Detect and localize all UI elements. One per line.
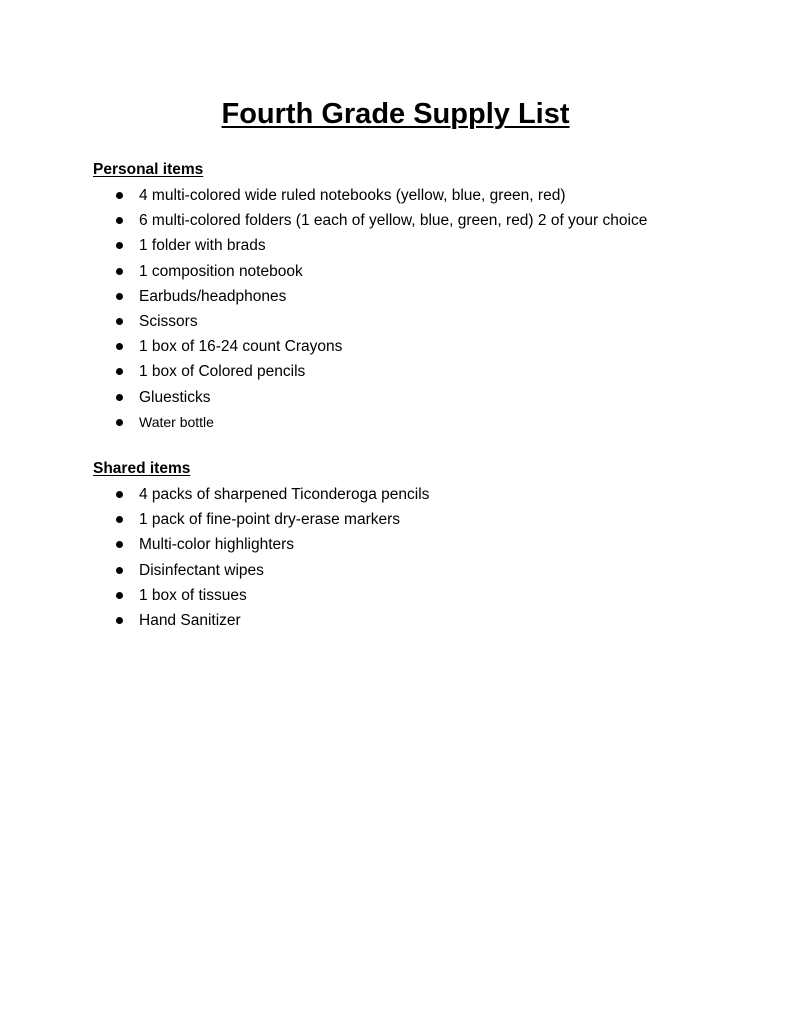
- bullet-icon: [116, 394, 123, 401]
- shared-items-heading: Shared items: [93, 460, 191, 477]
- list-item: [93, 359, 733, 384]
- list-item: [93, 558, 733, 583]
- list-item: [93, 233, 733, 258]
- list-item: [93, 532, 733, 557]
- list-item: [93, 309, 733, 334]
- bullet-icon: [116, 617, 123, 624]
- list-item: [93, 482, 733, 507]
- list-item-text: 1 box of tissues: [139, 586, 247, 604]
- personal-items-section: [93, 160, 733, 435]
- bullet-icon: [116, 242, 123, 249]
- list-item-text: Scissors: [139, 312, 198, 330]
- list-item: [93, 410, 733, 435]
- list-item-text: Water bottle: [139, 413, 214, 430]
- bullet-icon: [116, 368, 123, 375]
- bullet-icon: [116, 343, 123, 350]
- list-item-text: 1 box of 16-24 count Crayons: [139, 338, 343, 356]
- bullet-icon: [116, 217, 123, 224]
- bullet-icon: [116, 318, 123, 325]
- list-item-text: 1 box of Colored pencils: [139, 363, 306, 381]
- list-item: [93, 385, 733, 410]
- list-item: [93, 608, 733, 633]
- list-item-text: 1 composition notebook: [139, 262, 303, 280]
- bullet-icon: [116, 567, 123, 574]
- bullet-icon: [116, 419, 123, 426]
- bullet-icon: [116, 516, 123, 523]
- page-title: Fourth Grade Supply List: [221, 98, 570, 130]
- list-item: [93, 284, 733, 309]
- list-item: [93, 208, 733, 233]
- list-item-text: Multi-color highlighters: [139, 536, 295, 554]
- list-item-text: Hand Sanitizer: [139, 611, 241, 629]
- list-item: [93, 334, 733, 359]
- shared-items-list: [93, 482, 733, 633]
- bullet-icon: [116, 541, 123, 548]
- personal-items-list: [93, 183, 733, 435]
- bullet-icon: [116, 192, 123, 199]
- list-item: [93, 583, 733, 608]
- bullet-icon: [116, 592, 123, 599]
- personal-items-heading: Personal items: [93, 161, 204, 178]
- list-item: [93, 183, 733, 208]
- list-item: [93, 259, 733, 284]
- bullet-icon: [116, 268, 123, 275]
- list-item-text: 4 packs of sharpened Ticonderoga pencils: [139, 486, 430, 503]
- list-item-text: 6 multi-colored folders (1 each of yellow, blue, green, red) 2 of your choice: [139, 212, 648, 230]
- list-item-text: 1 folder with brads: [139, 237, 266, 255]
- shared-items-section: [93, 459, 733, 633]
- list-item-text: 1 pack of fine-point dry-erase markers: [139, 511, 401, 529]
- bullet-icon: [116, 491, 123, 498]
- bullet-icon: [116, 293, 123, 300]
- list-item-text: Gluesticks: [139, 388, 211, 406]
- list-item-text: Earbuds/headphones: [139, 287, 287, 305]
- list-item-text: Disinfectant wipes: [139, 561, 264, 579]
- list-item-text: 4 multi-colored wide ruled notebooks (yellow, blue, green, red): [139, 187, 566, 204]
- list-item: [93, 507, 733, 532]
